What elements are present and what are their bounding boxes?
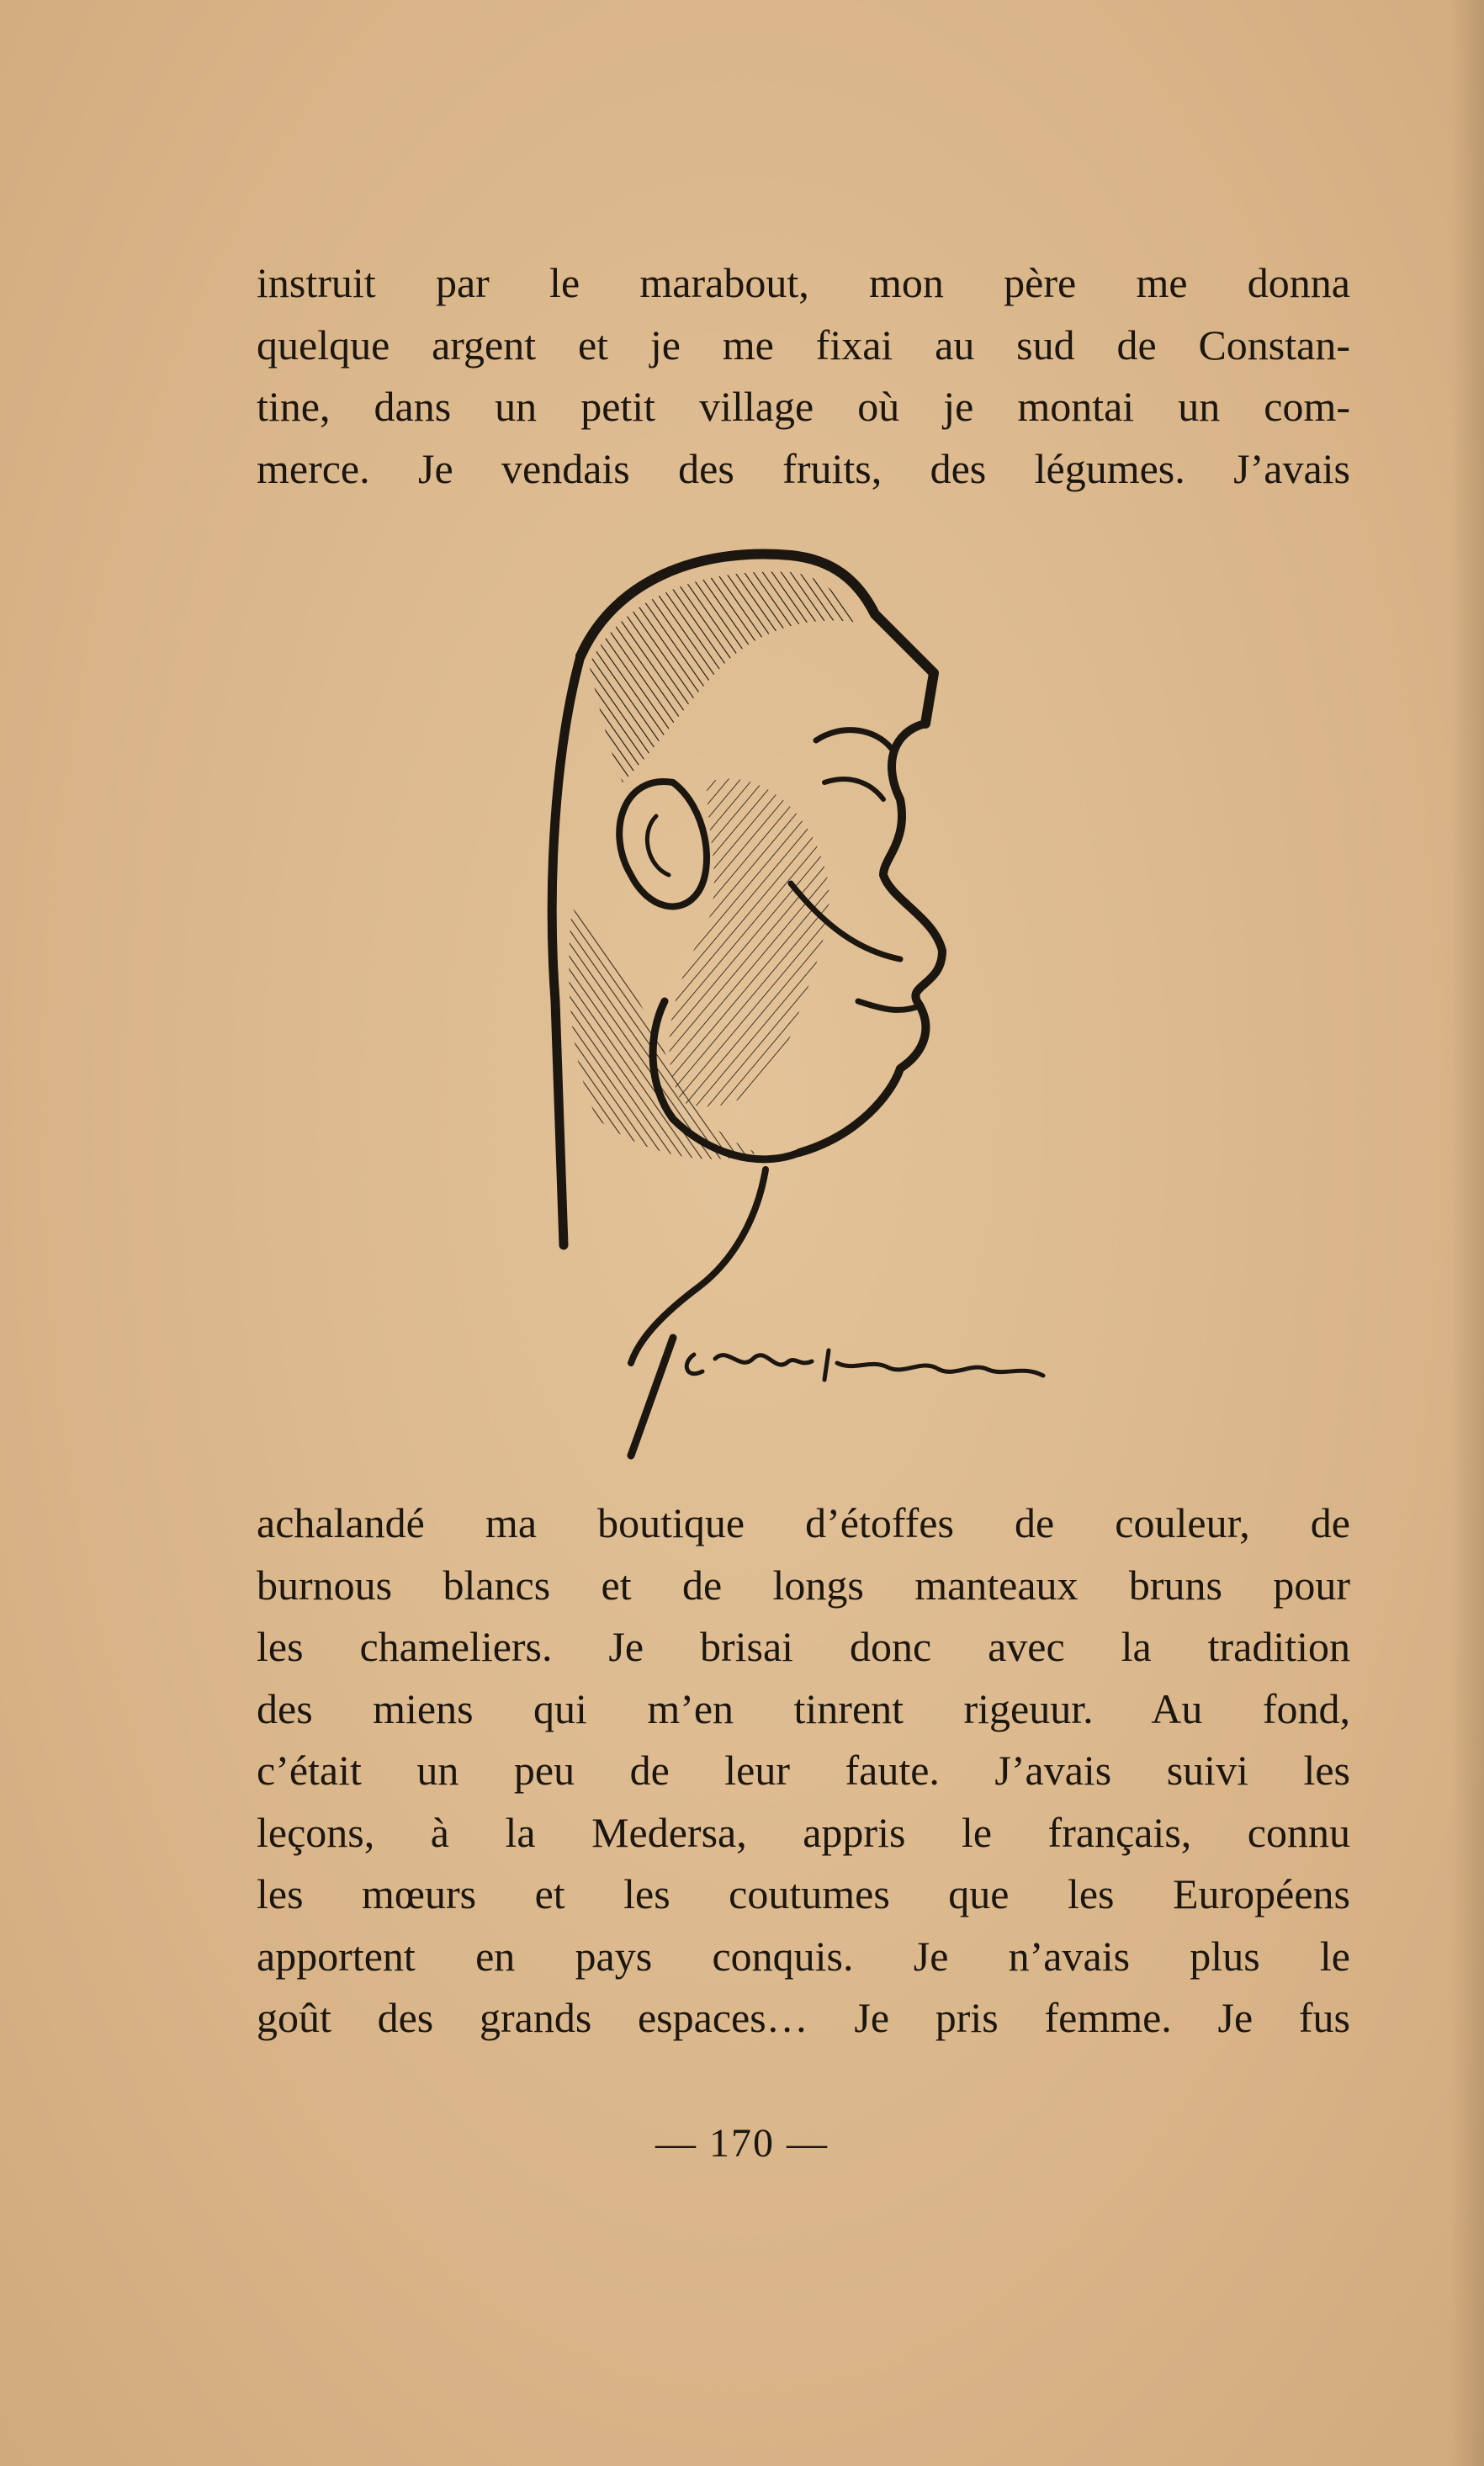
face-shading: [670, 779, 829, 1107]
text-line: apportent en pays conquis. Je n’avais plus le: [257, 1932, 1350, 1980]
page-edge-shadow: [1450, 0, 1484, 2466]
text-line: tine, dans un petit village où je montai un com-: [257, 383, 1350, 430]
text-line: goût des grands espaces… Je pris femme. Je fus: [257, 1994, 1350, 2041]
profile-sketch-illustration: [538, 530, 1110, 1481]
paragraph-top: [257, 252, 1350, 500]
text-line: les mœurs et les coutumes que les Européens: [257, 1870, 1350, 1917]
text-line: burnous blancs et de longs manteaux bruns pour: [257, 1561, 1350, 1609]
hair-shading: [589, 572, 858, 782]
text-line: achalandé ma boutique d’étoffes de couleur, de: [257, 1499, 1350, 1546]
text-line: instruit par le marabout, mon père me donna: [257, 259, 1350, 306]
text-line: des miens qui m’en tinrent rigeuur. Au fond,: [257, 1684, 1350, 1732]
text-line: les chameliers. Je brisai donc avec la tradition: [257, 1623, 1350, 1670]
artist-signature: [631, 1338, 1043, 1456]
text-line: leçons, à la Medersa, appris le français, connu: [257, 1808, 1350, 1856]
text-line: c’était un peu de leur faute. J’avais suivi les: [257, 1747, 1350, 1794]
page-number: — 170 —: [655, 2121, 829, 2166]
text-line: merce. Je vendais des fruits, des légumes. J’avais: [257, 444, 1350, 492]
text-line: quelque argent et je me fixai au sud de Constan-: [257, 321, 1350, 369]
paragraph-bottom: [257, 1493, 1350, 2050]
